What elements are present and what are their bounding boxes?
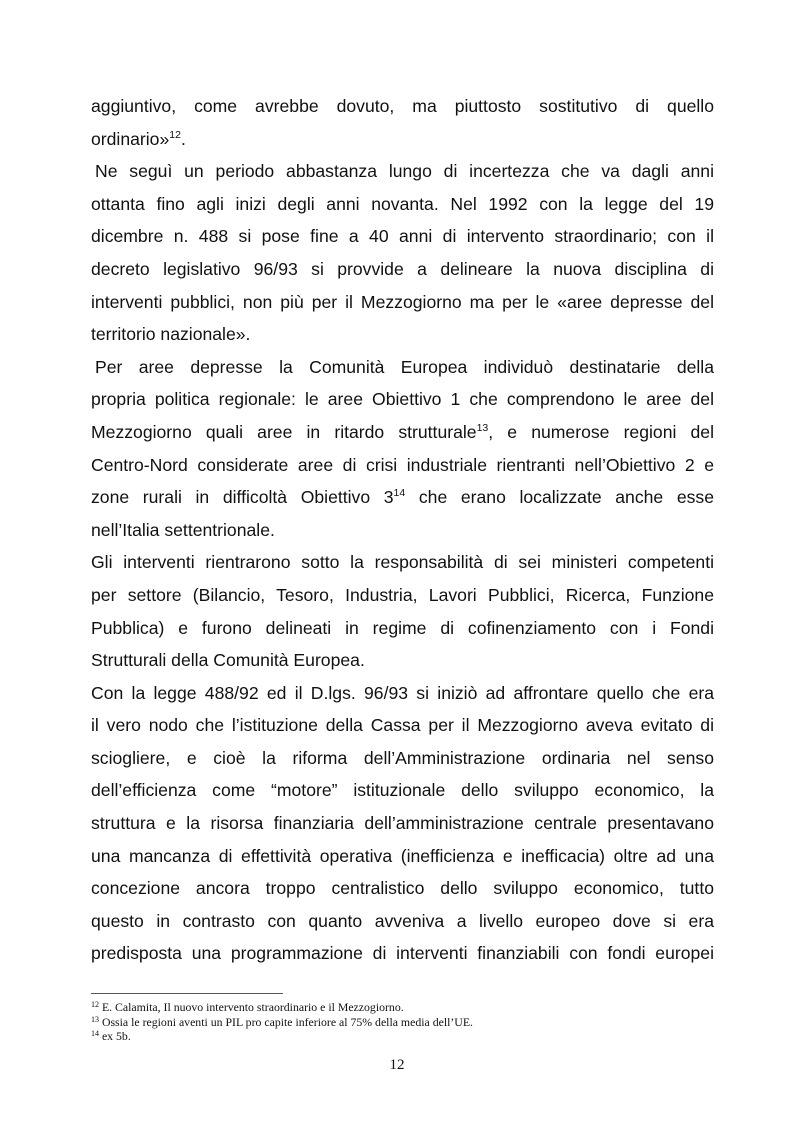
text-line: Strutturali della Comunità Europea. — [91, 650, 365, 671]
text-line: Con la legge 488/92 ed il D.lgs. 96/93 si iniziò ad affrontare quello che era — [91, 682, 714, 703]
text-line: struttura e la risorsa finanziaria dell’amministrazione centrale presentavano — [91, 813, 714, 834]
footnote — [91, 1000, 714, 1015]
text-line: concezione ancora troppo centralistico dello sviluppo economico, tutto — [91, 878, 714, 899]
text-line: questo in contrasto con quanto avveniva a livello europeo dove si era — [91, 910, 714, 931]
text-line: territorio nazionale». — [91, 324, 251, 345]
footnote-ref: 14 — [393, 487, 406, 500]
text-line — [91, 416, 714, 449]
text-run: che erano localizzate anche esse — [405, 487, 714, 508]
text-line: ottanta fino agli inizi degli anni novanta. Nel 1992 con la legge del 19 — [91, 193, 714, 214]
text-line: Gli interventi rientrarono sotto la responsabilità di sei ministeri competenti — [91, 552, 714, 573]
footnote-text: ex 5b. — [99, 1029, 131, 1043]
text-line: nell’Italia settentrionale. — [91, 519, 275, 540]
footnotes — [91, 1000, 714, 1044]
footnote-number: 12 — [91, 1000, 99, 1009]
text-run: Mezzogiorno quali aree in ritardo strutturale — [91, 421, 477, 442]
text-line: propria politica regionale: le aree Obiettivo 1 che comprendono le aree del — [91, 389, 714, 410]
footnote-ref: 13 — [476, 421, 489, 434]
footnote — [91, 1015, 714, 1030]
text-line: una mancanza di effettività operativa (inefficienza e inefficacia) oltre ad una — [91, 845, 714, 866]
footnote-text: E. Calamita, Il nuovo intervento straordinario e il Mezzogiorno. — [99, 1000, 404, 1014]
footnote-text: Ossia le regioni aventi un PIL pro capite inferiore al 75% della media dell’UE. — [99, 1014, 473, 1029]
text-line: sciogliere, e cioè la riforma dell’Amministrazione ordinaria nel senso — [91, 747, 714, 768]
text-line: decreto legislativo 96/93 si provvide a delineare la nuova disciplina di — [91, 258, 714, 279]
text-line — [91, 481, 714, 514]
footnote-ref: 12 — [169, 128, 181, 141]
footnote-separator — [91, 993, 283, 994]
text-run: , e numerose regioni del — [488, 421, 714, 442]
text-line: dell’efficienza come “motore” istituzionale dello sviluppo economico, la — [91, 780, 714, 801]
text-run: zone rurali in difficoltà Obiettivo 3 — [91, 487, 394, 508]
text-line: Centro-Nord considerate aree di crisi industriale rientranti nell’Obiettivo 2 e — [91, 454, 714, 475]
text-line: aggiuntivo, come avrebbe dovuto, ma piuttosto sostitutivo di quello — [91, 96, 714, 116]
text-line: Per aree depresse la Comunità Europea individuò destinatarie della — [95, 356, 714, 377]
text-run: . — [180, 128, 186, 149]
text-line: predisposta una programmazione di interventi finanziabili con fondi europei — [91, 943, 714, 964]
text-line: Ne seguì un periodo abbastanza lungo di incertezza che va dagli anni — [95, 161, 714, 182]
page-number: 12 — [389, 1057, 405, 1073]
text-line: dicembre n. 488 si pose fine a 40 anni di intervento straordinario; con il — [91, 226, 714, 247]
text-line — [91, 123, 714, 156]
footnote — [91, 1029, 714, 1044]
body-text — [91, 90, 714, 970]
footnote-number: 14 — [91, 1029, 99, 1038]
text-line: Pubblica) e furono delineati in regime di cofinenziamento con i Fondi — [91, 617, 714, 638]
text-run: ordinario» — [91, 128, 170, 149]
text-line: il vero nodo che l’istituzione della Cassa per il Mezzogiorno aveva evitato di — [91, 715, 714, 736]
text-line: per settore (Bilancio, Tesoro, Industria, Lavori Pubblici, Ricerca, Funzione — [91, 584, 714, 605]
footnote-number: 13 — [91, 1014, 99, 1024]
text-line: interventi pubblici, non più per il Mezzogiorno ma per le «aree depresse del — [91, 291, 714, 312]
